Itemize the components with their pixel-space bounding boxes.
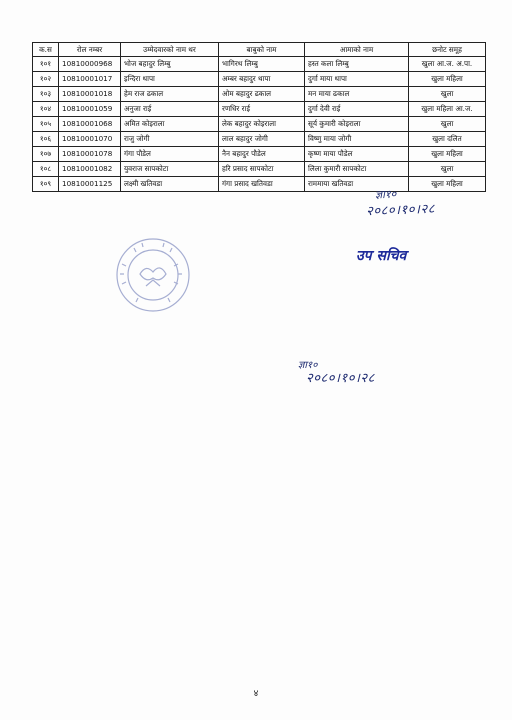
- selection-group-cell: खुला: [409, 87, 486, 102]
- selection-group-cell: खुला आ.ज. अ.पा.: [409, 57, 486, 72]
- candidate-name-cell: गंगा पौडेल: [121, 147, 219, 162]
- candidate-name-cell: हेम राज ढकाल: [121, 87, 219, 102]
- serial-cell: १०२: [33, 72, 59, 87]
- header-father-name: बाबुको नाम: [219, 43, 305, 57]
- father-name-cell: गंगा प्रसाद खतिवडा: [219, 177, 305, 192]
- mother-name-cell: विष्णु माया जोगी: [305, 132, 409, 147]
- roll-number-cell: 10810001017: [59, 72, 121, 87]
- candidate-name-cell: भोज बहादुर लिम्बु: [121, 57, 219, 72]
- serial-cell: १०६: [33, 132, 59, 147]
- roll-number-cell: 10810001059: [59, 102, 121, 117]
- father-name-cell: लेक बहादुर कोइराला: [219, 117, 305, 132]
- signature-date: २०८०।१०।२८: [365, 201, 436, 220]
- serial-cell: १०९: [33, 177, 59, 192]
- roll-number-cell: 10810001078: [59, 147, 121, 162]
- table-row: [33, 57, 486, 72]
- header-candidate-name: उम्मेदवारको नाम थर: [121, 43, 219, 57]
- serial-cell: १०३: [33, 87, 59, 102]
- selection-group-cell: खुला: [409, 162, 486, 177]
- mother-name-cell: लिला कुमारी सापकोटा: [305, 162, 409, 177]
- table-row: [33, 72, 486, 87]
- mother-name-cell: हस्त कला लिम्बु: [305, 57, 409, 72]
- mother-name-cell: सूर्य कुमारी कोइराला: [305, 117, 409, 132]
- table-row: [33, 87, 486, 102]
- selection-group-cell: खुला: [409, 117, 486, 132]
- serial-cell: १०४: [33, 102, 59, 117]
- serial-cell: १०१: [33, 57, 59, 72]
- header-selection-group: छनोट समूह: [409, 43, 486, 57]
- table-header-row: [33, 43, 486, 57]
- mother-name-cell: दुर्गा देवी राई: [305, 102, 409, 117]
- roll-number-cell: 10810000968: [59, 57, 121, 72]
- candidate-name-cell: लक्ष्मी खतिवडा: [121, 177, 219, 192]
- official-seal-stamp: [112, 234, 194, 316]
- table-row: [33, 162, 486, 177]
- table-row: [33, 147, 486, 162]
- table-row: [33, 102, 486, 117]
- table-row: [33, 117, 486, 132]
- father-name-cell: रणधिर राई: [219, 102, 305, 117]
- selection-group-cell: खुला महिला: [409, 72, 486, 87]
- father-name-cell: भागिरथ लिम्बु: [219, 57, 305, 72]
- results-table: [32, 42, 486, 192]
- roll-number-cell: 10810001018: [59, 87, 121, 102]
- roll-number-cell: 10810001125: [59, 177, 121, 192]
- serial-cell: १०८: [33, 162, 59, 177]
- father-name-cell: अम्बर बहादुर थापा: [219, 72, 305, 87]
- table-row: [33, 177, 486, 192]
- selection-group-cell: खुला महिला: [409, 177, 486, 192]
- selection-group-cell: खुला दलित: [409, 132, 486, 147]
- candidate-name-cell: इन्दिरा थापा: [121, 72, 219, 87]
- mother-name-cell: मन माया ढकाल: [305, 87, 409, 102]
- father-name-cell: हरि प्रसाद सापकोटा: [219, 162, 305, 177]
- candidate-name-cell: युवराज सापकोटा: [121, 162, 219, 177]
- roll-number-cell: 10810001082: [59, 162, 121, 177]
- candidate-name-cell: अनुजा राई: [121, 102, 219, 117]
- second-signature-initials: ज्ञा१०: [298, 360, 318, 371]
- roll-number-cell: 10810001068: [59, 117, 121, 132]
- selection-group-cell: खुला महिला: [409, 147, 486, 162]
- candidate-name-cell: राजु जोगी: [121, 132, 219, 147]
- second-signature-date: २०८०।१०।२८: [306, 371, 375, 386]
- father-name-cell: ओम बहादुर ढकाल: [219, 87, 305, 102]
- header-serial: क.स: [33, 43, 59, 57]
- mother-name-cell: राममाया खतिवडा: [305, 177, 409, 192]
- father-name-cell: नैन बहादुर पौडेल: [219, 147, 305, 162]
- serial-cell: १०५: [33, 117, 59, 132]
- selection-group-cell: खुला महिला आ.ज.: [409, 102, 486, 117]
- serial-cell: १०७: [33, 147, 59, 162]
- mother-name-cell: दुर्गा माया थापा: [305, 72, 409, 87]
- father-name-cell: लाल बहादुर जोगी: [219, 132, 305, 147]
- mother-name-cell: कृष्ण माया पौडेल: [305, 147, 409, 162]
- roll-number-cell: 10810001070: [59, 132, 121, 147]
- page-number: ४: [253, 689, 259, 699]
- header-roll-number: रोल नम्बर: [59, 43, 121, 57]
- header-mother-name: आमाको नाम: [305, 43, 409, 57]
- candidate-name-cell: अमित कोइराला: [121, 117, 219, 132]
- table-row: [33, 132, 486, 147]
- signature-initials: ज्ञा१०: [374, 187, 397, 202]
- signatory-title: उप सचिव: [356, 248, 407, 264]
